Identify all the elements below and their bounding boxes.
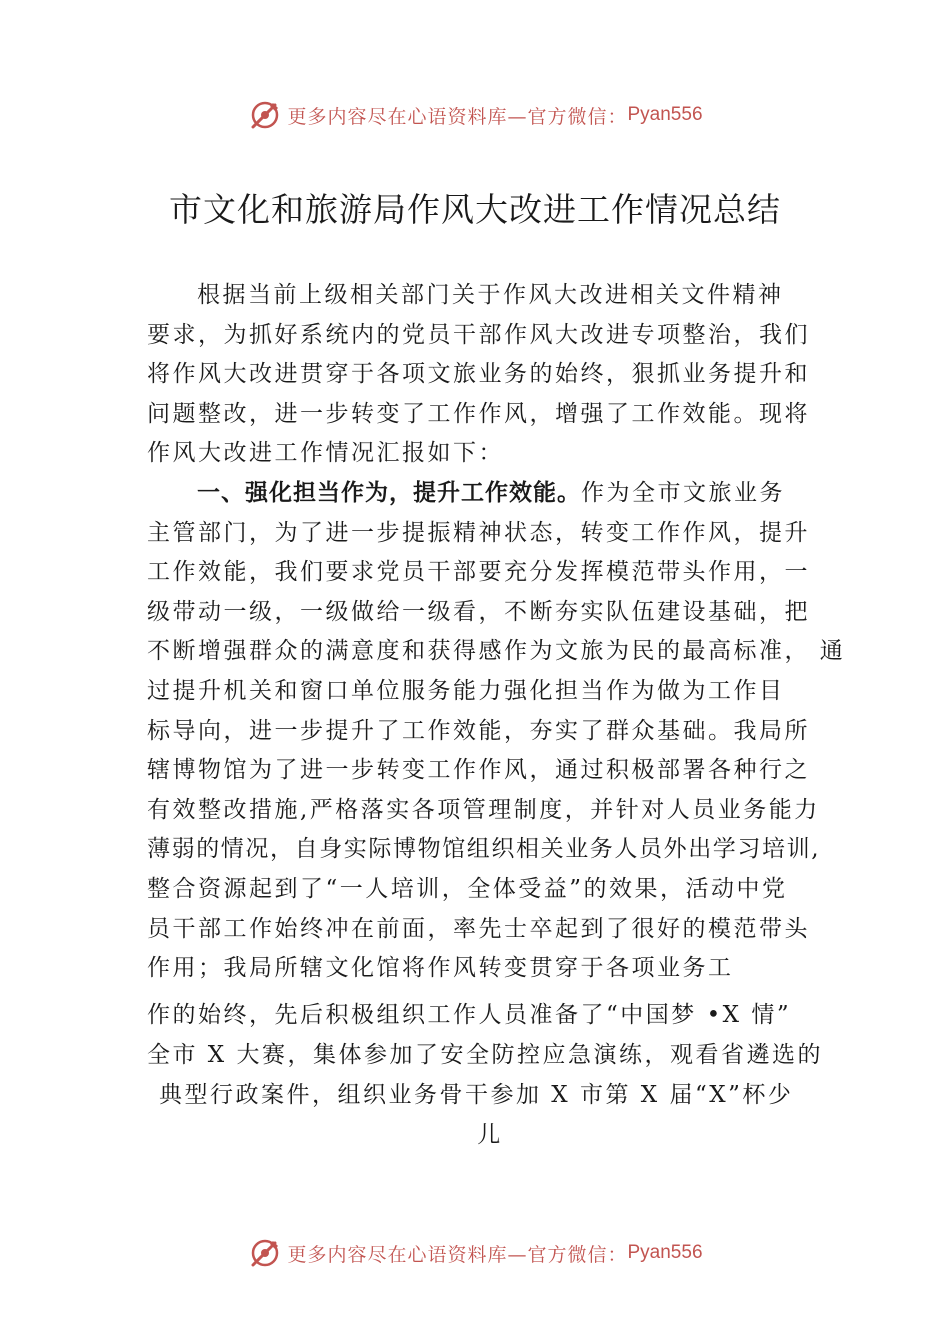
tail-line: 典型行政案件，组织业务骨干参加 X 市第 X 届“X”杯少 xyxy=(159,1082,794,1108)
section-line: 辖博物馆为了进一步转变工作作风，通过积极部署各种行之 xyxy=(147,757,810,784)
section-line: 整合资源起到了“一人培训，全体受益”的效果，活动中党 xyxy=(147,875,788,902)
section-line: 工作效能，我们要求党员干部要充分发挥模范带头作用，一 xyxy=(147,559,810,586)
watermark-text: 更多内容尽在心语资料库—官方微信： xyxy=(287,105,628,128)
paragraph-line: 问题整改，进一步转变了工作作风，增强了工作效能。现将 xyxy=(147,400,810,427)
document-title: 市文化和旅游局作风大改进工作情况总结 xyxy=(169,190,781,229)
document-body xyxy=(147,276,846,989)
pen-seal-icon xyxy=(247,97,283,133)
section-line: 级带动一级，一级做给一级看，不断夯实队伍建设基础，把 xyxy=(147,598,810,625)
watermark-top xyxy=(0,95,950,135)
watermark-id: Pyan556 xyxy=(627,104,703,125)
paragraph-line: 将作风大改进贯穿于各项文旅业务的始终，狠抓业务提升和 xyxy=(147,361,810,388)
document-tail xyxy=(147,995,833,1155)
section-line: 不断增强群众的满意度和获得感作为文旅为民的最高标准， 通 xyxy=(147,638,846,665)
section-first-line xyxy=(147,474,833,514)
watermark-text: 更多内容尽在心语资料库—官方微信： xyxy=(287,1243,628,1266)
paragraph-line: 根据当前上级相关部门关于作风大改进相关文件精神 xyxy=(197,282,784,308)
section-line: 员干部工作始终冲在前面，率先士卒起到了很好的模范带头 xyxy=(147,915,810,942)
tail-line: 作的始终，先后积极组织工作人员准备了“中国梦 •X 情” xyxy=(147,1002,792,1028)
watermark-bottom xyxy=(0,1233,950,1273)
paragraph-line: 要求，为抓好系统内的党员干部作风大改进专项整治，我们 xyxy=(147,321,810,348)
section-line: 标导向，进一步提升了工作效能，夯实了群众基础。我局所 xyxy=(147,717,810,744)
section-first-line-rest: 作为全市文旅业务 xyxy=(581,479,785,506)
watermark-id: Pyan556 xyxy=(627,1242,703,1263)
section-line: 主管部门，为了进一步提振精神状态，转变工作作风，提升 xyxy=(147,519,810,546)
tail-line: 儿 xyxy=(477,1122,503,1148)
section-line: 过提升机关和窗口单位服务能力强化担当作为做为工作目 xyxy=(147,677,785,704)
section-heading: 一、强化担当作为，提升工作效能。 xyxy=(197,479,581,506)
paragraph-line: 作风大改进工作情况汇报如下： xyxy=(147,440,504,467)
section-line: 作用；我局所辖文化馆将作风转变贯穿于各项业务工 xyxy=(147,955,734,982)
section-line: 薄弱的情况，自身实际博物馆组织相关业务人员外出学习培训, xyxy=(147,836,821,863)
pen-seal-icon xyxy=(247,1235,283,1271)
tail-line: 全市 X 大赛，集体参加了安全防控应急演练，观看省遴选的 xyxy=(147,1042,823,1068)
section-line: 有效整改措施,严格落实各项管理制度，并针对人员业务能力 xyxy=(147,796,820,823)
